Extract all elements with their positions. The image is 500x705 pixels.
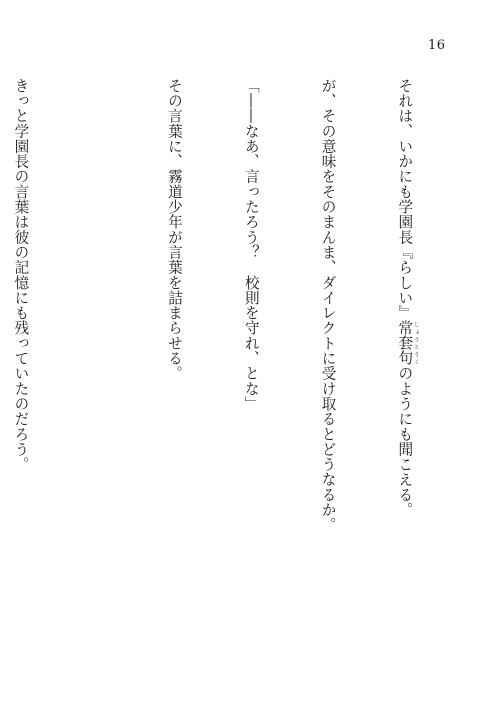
- furigana-ruby: 常套句 じょうとうく: [396, 320, 419, 366]
- text-line-1: それは、いかにも学園長『らしい』常套句 じょうとうくのようにも聞こえる。: [396, 78, 419, 518]
- text-line-3: 「――なあ、言ったろう？ 校則を守れ、とな」: [242, 78, 260, 412]
- text-line-4: その言葉に、霧道少年が言葉を詰まらせる。: [165, 78, 183, 381]
- novel-text-body: [12, 78, 470, 648]
- page-number: 16: [428, 38, 446, 53]
- text-line-2: が、その意味をそのまんま、ダイレクトに受け取るとどうなるか。: [319, 78, 337, 533]
- text-line-5: きっと学園長の言葉は彼の記憶にも残っていたのだろう。: [12, 78, 30, 472]
